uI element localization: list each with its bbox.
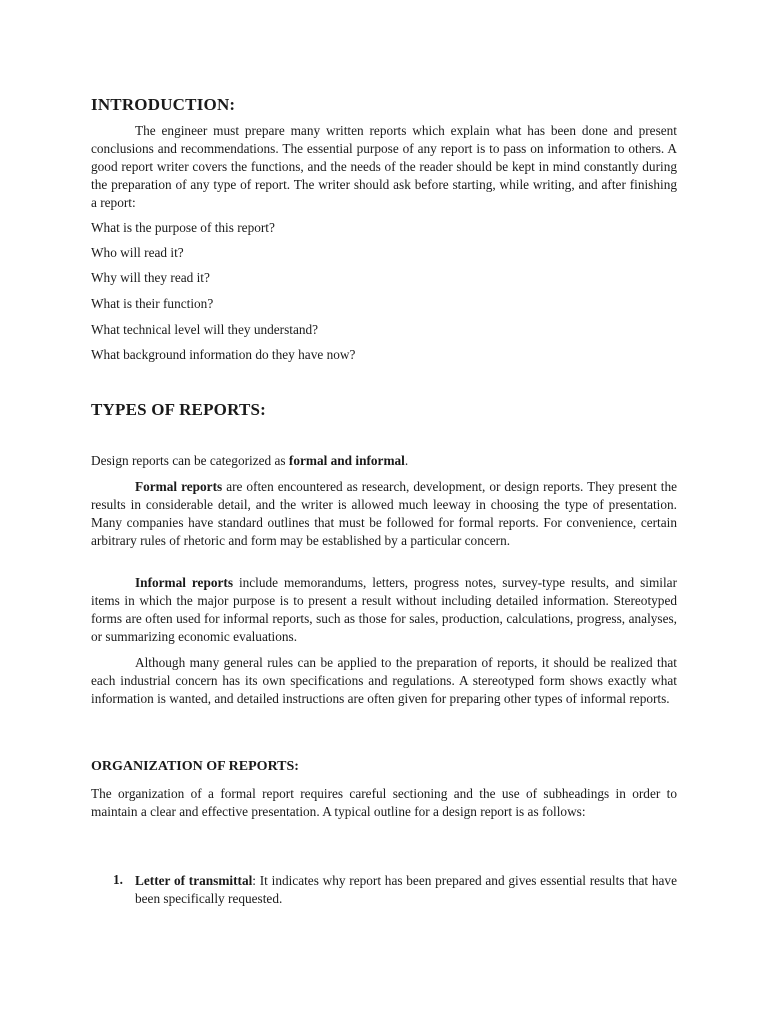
list-item bbox=[135, 872, 677, 908]
list-item-title: Letter of transmittal bbox=[135, 873, 253, 888]
informal-reports-paragraph bbox=[91, 574, 677, 646]
types-lead-paragraph bbox=[91, 452, 677, 470]
list-item-text: : It indicates why report has been prepared and gives essential results that have been specifically requested. bbox=[135, 873, 677, 906]
question-item: What is their function? bbox=[91, 296, 214, 311]
organization-paragraph: The organization of a formal report requires careful sectioning and the use of subheadings in order to maintain a clear and effective presentation. A typical outline for a design report is as follows: bbox=[91, 786, 677, 819]
informal-reports-text: include memorandums, letters, progress notes, survey-type results, and similar items in which the major purpose is to present a result without including detailed information. Stereotyped forms are often used for informal reports, such as those for sales, production, calculations, progress, analyses, or summarizing economic evaluations. bbox=[91, 575, 678, 644]
formal-reports-paragraph bbox=[91, 478, 677, 550]
types-heading: TYPES OF REPORTS: bbox=[91, 400, 267, 419]
informal-reports-term: Informal reports bbox=[135, 575, 234, 590]
question-item: What technical level will they understand? bbox=[91, 322, 319, 337]
question-item: Why will they read it? bbox=[91, 270, 210, 285]
question-item: Who will read it? bbox=[91, 245, 184, 260]
list-item-number: 1. bbox=[113, 872, 123, 887]
introduction-paragraph: The engineer must prepare many written reports which explain what has been done and present conclusions and recommendations. The essential purpose of any report is to pass on information to others. A good report writer covers the functions, and the needs of the reader should be kept in mind constantly during the preparation of any type of report. The writer should ask before starting, while writing, and after finishing a report: bbox=[91, 123, 677, 210]
question-item: What is the purpose of this report? bbox=[91, 220, 275, 235]
types-lead-text: Design reports can be categorized as bbox=[91, 453, 289, 468]
types-lead-bold: formal and informal bbox=[288, 453, 405, 468]
organization-heading: ORGANIZATION OF REPORTS: bbox=[91, 759, 299, 774]
formal-reports-term: Formal reports bbox=[135, 479, 223, 494]
general-rules-paragraph: Although many general rules can be applied to the preparation of reports, it should be realized that each industrial concern has its own specifications and regulations. A stereotyped form shows exactly what information is wanted, and detailed instructions are often given for preparing other types of informal reports. bbox=[91, 655, 677, 706]
formal-reports-text: are often encountered as research, development, or design reports. They present the results in considerable detail, and the writer is allowed much leeway in choosing the type of presentation. Many companies have standard outlines that must be followed for formal reports. For convenience, certain arbitrary rules of rhetoric and form may be established by a particular concern. bbox=[91, 479, 678, 548]
introduction-heading: INTRODUCTION: bbox=[91, 95, 236, 114]
types-lead-end: . bbox=[404, 453, 409, 468]
question-item: What background information do they have now? bbox=[91, 347, 356, 362]
